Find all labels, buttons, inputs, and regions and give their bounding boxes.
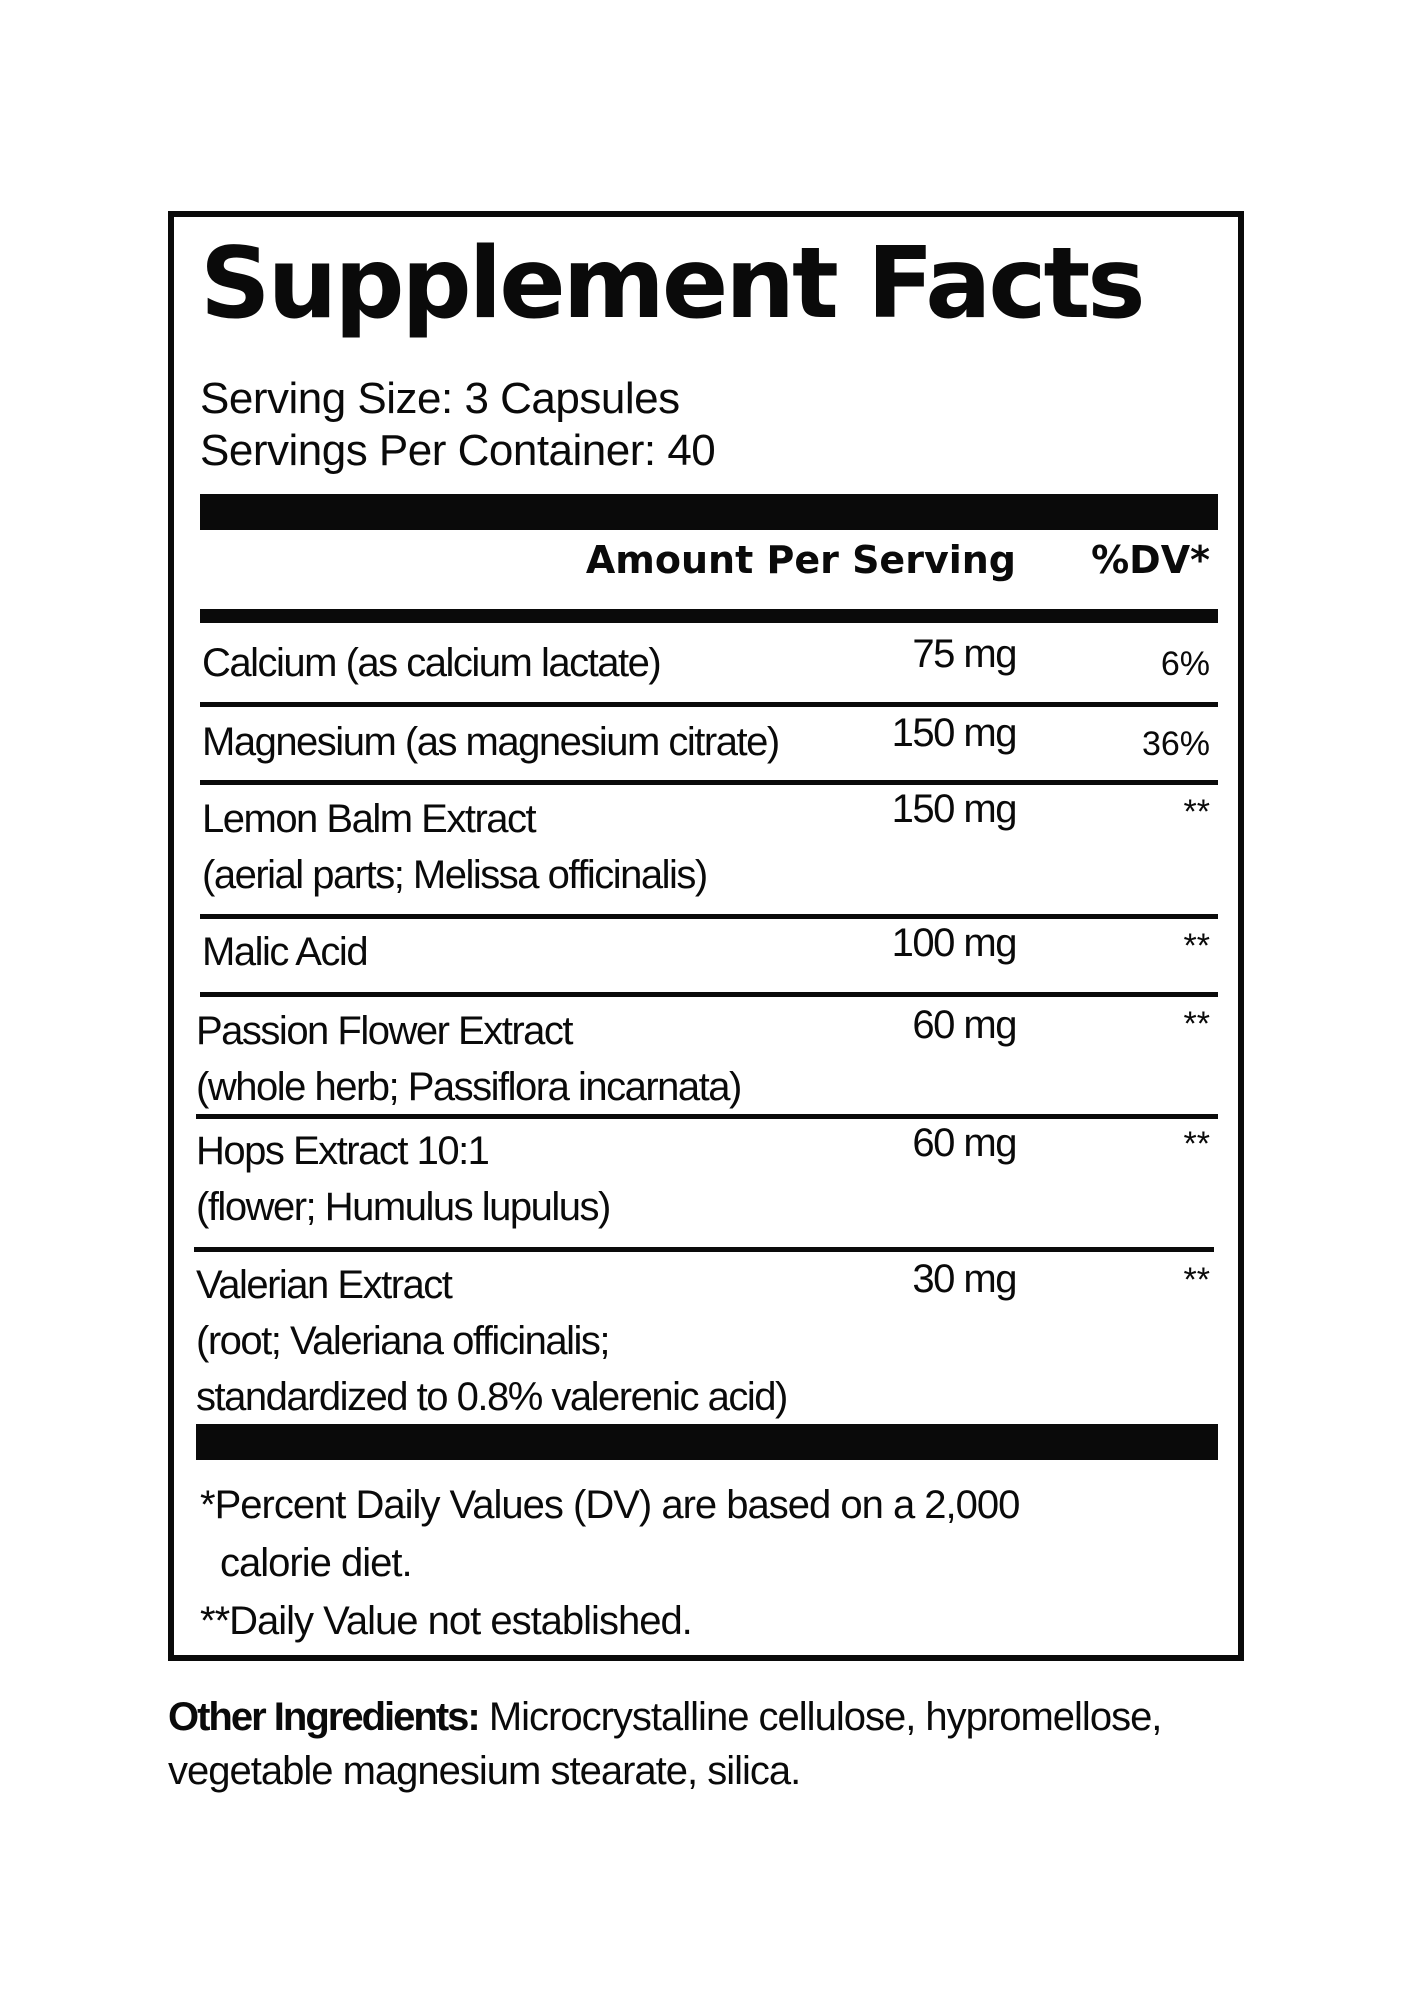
ingredient-detail: (aerial parts; Melissa officinalis) [202, 853, 707, 897]
ingredient-name [196, 1123, 610, 1235]
ingredient-name: Magnesium (as magnesium citrate) [202, 720, 779, 764]
amount-per-serving-header: Amount Per Serving [585, 538, 1016, 582]
ingredient-dv: 36% [1141, 725, 1210, 763]
row-divider [200, 780, 1218, 785]
ingredient-dv: ** [1183, 793, 1210, 831]
ingredient-name [196, 1003, 741, 1115]
ingredient-name: Calcium (as calcium lactate) [202, 641, 661, 685]
dv-header: %DV* [1091, 538, 1210, 582]
servings-per-container: Servings Per Container: 40 [200, 426, 716, 475]
ingredient-amount: 60 mg [912, 1121, 1016, 1165]
thick-divider-bottom [196, 1424, 1218, 1460]
medium-divider [200, 609, 1218, 623]
panel-title: Supplement Facts [200, 227, 1143, 341]
ingredient-amount: 30 mg [912, 1257, 1016, 1301]
ingredient-title: Valerian Extract [196, 1263, 452, 1307]
ingredient-detail: (flower; Humulus lupulus) [196, 1185, 610, 1229]
ingredient-name: Malic Acid [202, 930, 368, 974]
row-divider [196, 1114, 1218, 1119]
ingredient-amount: 100 mg [891, 921, 1016, 965]
other-ingredients-label: Other Ingredients: [168, 1695, 479, 1739]
ingredient-amount: 75 mg [912, 632, 1016, 676]
row-divider [194, 1247, 1214, 1252]
thick-divider-top [200, 494, 1218, 530]
ingredient-title: Lemon Balm Extract [202, 797, 536, 841]
ingredient-amount: 150 mg [891, 711, 1016, 755]
other-ingredients-text: Microcrystalline cellulose, hypromellose, vegetable magnesium stearate, silica. [168, 1695, 1162, 1793]
ingredient-amount: 60 mg [912, 1003, 1016, 1047]
ingredient-dv: ** [1183, 927, 1210, 965]
ingredient-name [196, 1257, 787, 1425]
ingredient-dv: 6% [1160, 645, 1210, 683]
footnote-dv-not-established: **Daily Value not established. [200, 1599, 692, 1643]
ingredient-name [202, 791, 707, 903]
row-divider [200, 992, 1218, 997]
ingredient-detail: (root; Valeriana officinalis; [196, 1319, 610, 1363]
ingredient-detail: (whole herb; Passiflora incarnata) [196, 1065, 741, 1109]
ingredient-dv: ** [1183, 1005, 1210, 1043]
footnote-dv-basis: *Percent Daily Values (DV) are based on a 2,000 [200, 1483, 1020, 1527]
row-divider [200, 702, 1218, 707]
ingredient-amount: 150 mg [891, 787, 1016, 831]
ingredient-title: Passion Flower Extract [196, 1009, 573, 1053]
ingredient-detail: standardized to 0.8% valerenic acid) [196, 1375, 787, 1419]
serving-size: Serving Size: 3 Capsules [200, 374, 680, 423]
ingredient-dv: ** [1183, 1261, 1210, 1299]
footnote-dv-basis-cont: calorie diet. [220, 1541, 412, 1585]
row-divider [200, 914, 1218, 919]
ingredient-title: Hops Extract 10:1 [196, 1129, 489, 1173]
other-ingredients [168, 1690, 1268, 1798]
ingredient-dv: ** [1183, 1125, 1210, 1163]
supplement-facts-panel [168, 211, 1244, 1661]
